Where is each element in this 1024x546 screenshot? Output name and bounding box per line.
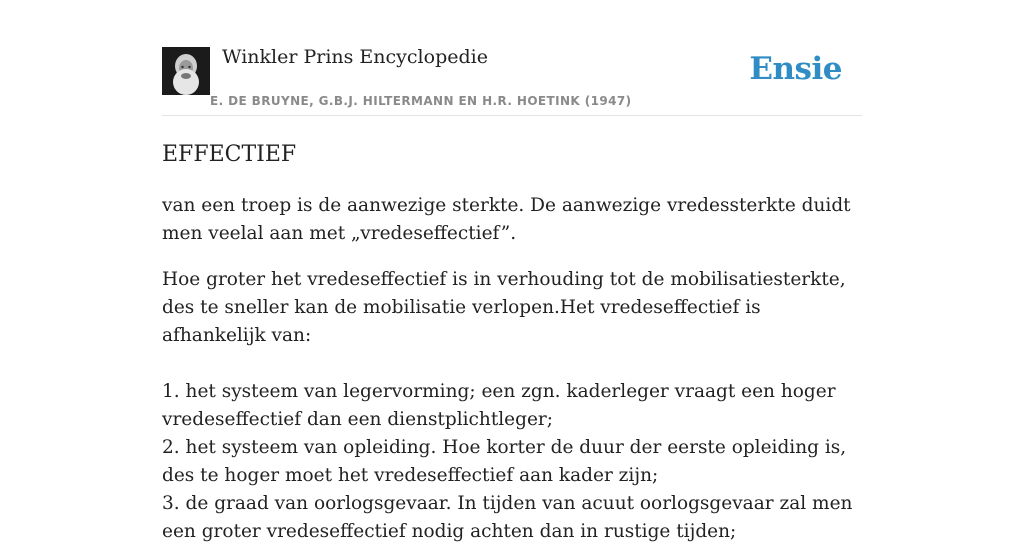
publication-title[interactable]: Winkler Prins Encyclopedie <box>222 46 488 68</box>
publication-authors: E. DE BRUYNE, G.B.J. HILTERMANN EN H.R. HOETINK (1947) <box>210 94 632 108</box>
article-list <box>162 378 862 546</box>
list-item: 1. het systeem van legervorming; een zgn. kaderleger vraagt een hoger vredeseffectief dan een dienstplichtleger; <box>162 381 836 430</box>
header <box>162 44 862 116</box>
portrait-image <box>162 47 210 95</box>
article-paragraph: van een troep is de aanwezige sterkte. De aanwezige vredessterkte duidt men veelal aan met „vredeseffectief”. <box>162 195 851 244</box>
author-avatar[interactable] <box>162 47 210 95</box>
article-paragraph: Hoe groter het vredeseffectief is in verhouding tot de mobilisatiesterkte, des te sneller kan de mobilisatie verlopen.Het vredeseffectief is afhankelijk van: <box>162 269 846 346</box>
article-content <box>162 140 862 546</box>
article-title: EFFECTIEF <box>162 142 297 167</box>
brand-logo[interactable]: Ensie <box>749 51 842 87</box>
list-item: 3. de graad van oorlogsgevaar. In tijden van acuut oorlogsgevaar zal men een groter vredeseffectief nodig achten dan in rustige tijden; <box>162 493 853 542</box>
list-item: 2. het systeem van opleiding. Hoe korter de duur der eerste opleiding is, des te hoger moet het vredeseffectief aan kader zijn; <box>162 437 847 486</box>
